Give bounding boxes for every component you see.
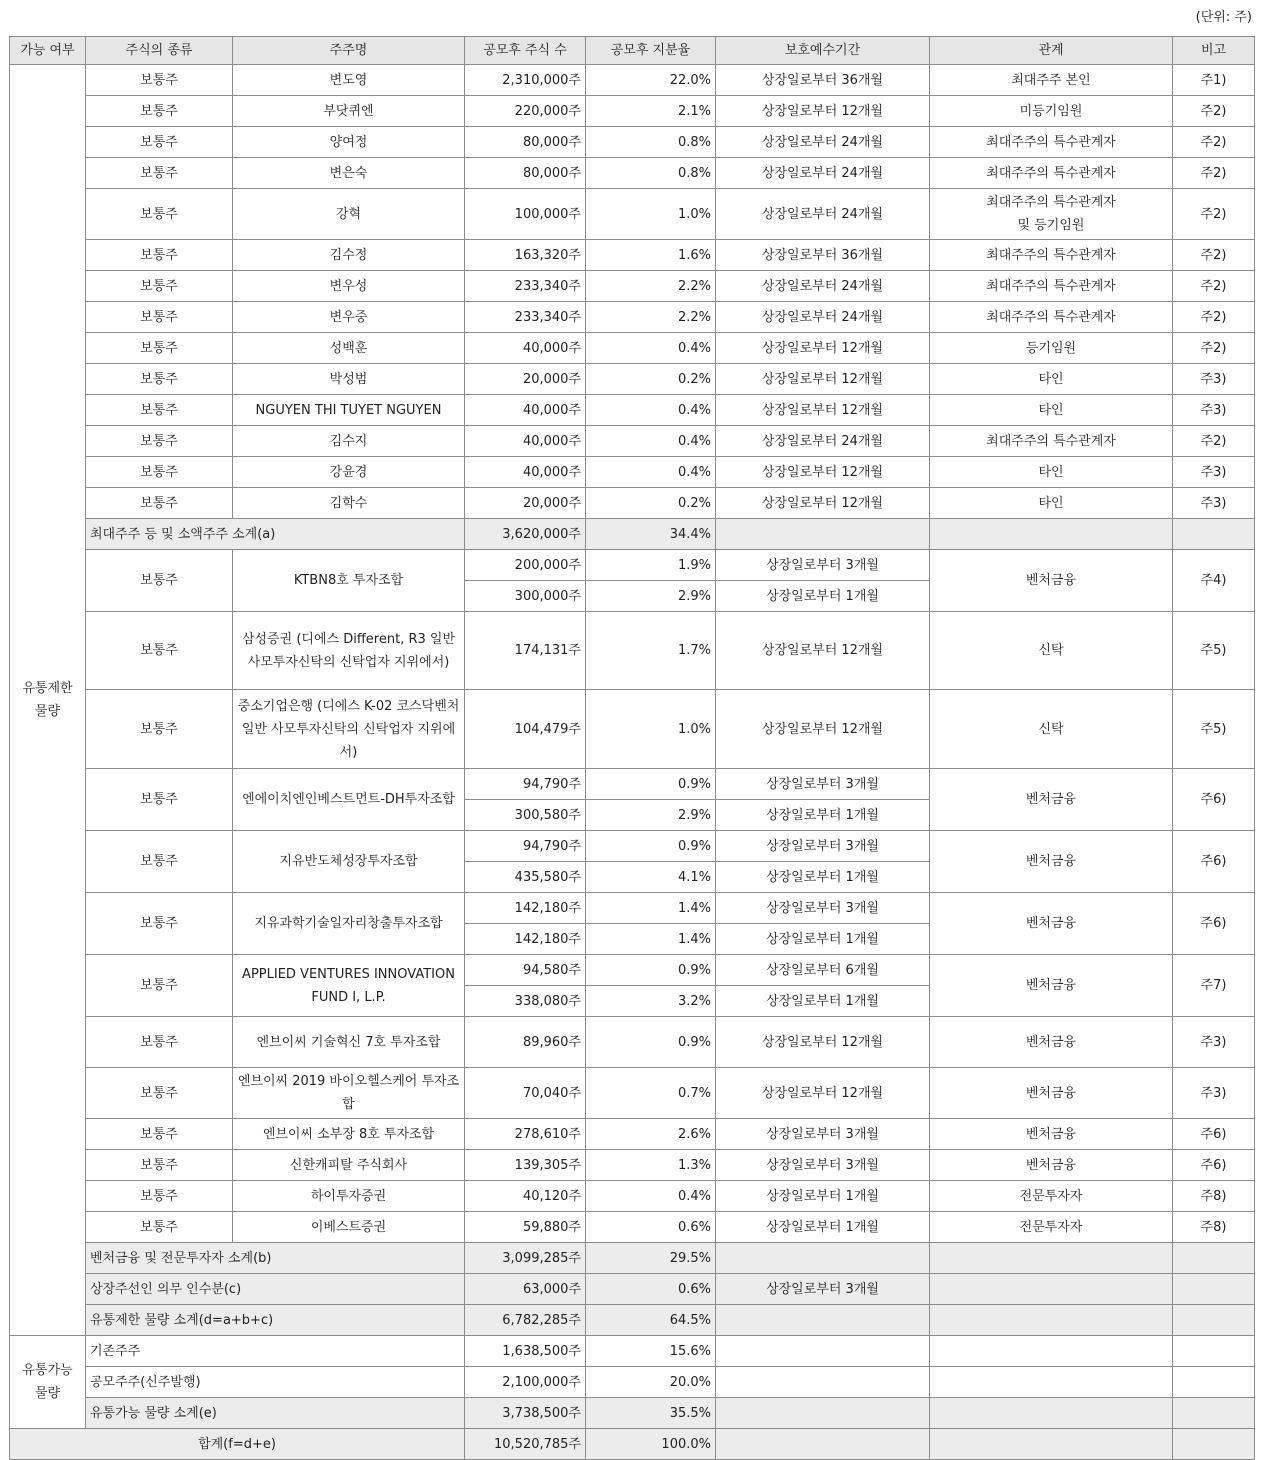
relation-cell: 타인: [930, 395, 1173, 426]
empty-cell: [930, 1243, 1173, 1274]
relation-cell: 최대주주의 특수관계자: [930, 127, 1173, 158]
stock-type-cell: 보통주: [86, 1119, 233, 1150]
lockup-period-cell: 상장일로부터 12개월: [716, 488, 930, 519]
stock-type-cell: 보통주: [86, 1212, 233, 1243]
ratio-cell: 1.0%: [586, 690, 716, 769]
ratio-cell: 0.4%: [586, 395, 716, 426]
ratio-cell: 2.9%: [586, 581, 716, 612]
lockup-period-cell: 상장일로부터 12개월: [716, 1017, 930, 1068]
ratio-cell: 0.8%: [586, 158, 716, 189]
holder-name-cell: NGUYEN THI TUYET NGUYEN: [233, 395, 465, 426]
shares-cell: 20,000주: [465, 488, 586, 519]
shareholder-row: [10, 1068, 1255, 1119]
note-cell: 주6): [1173, 769, 1255, 831]
note-cell: 주2): [1173, 240, 1255, 271]
subtotal-ratio: 29.5%: [586, 1243, 716, 1274]
shareholder-row: [10, 189, 1255, 240]
shareholder-row: [10, 271, 1255, 302]
shares-cell: 89,960주: [465, 1017, 586, 1068]
lockup-period-cell: 상장일로부터 1개월: [716, 986, 930, 1017]
subtotal-label: 벤처금융 및 전문투자자 소계(b): [86, 1243, 465, 1274]
shares-cell: 435,580주: [465, 862, 586, 893]
shares-cell: 300,580주: [465, 800, 586, 831]
ratio-cell: 4.1%: [586, 862, 716, 893]
shareholder-row: [10, 690, 1255, 769]
ratio-cell: 2.2%: [586, 302, 716, 333]
shares-cell: 94,580주: [465, 955, 586, 986]
note-cell: 주6): [1173, 1119, 1255, 1150]
shares-cell: 139,305주: [465, 1150, 586, 1181]
empty-cell: [716, 1336, 930, 1367]
stock-type-cell: 보통주: [86, 1150, 233, 1181]
note-cell: 주6): [1173, 831, 1255, 893]
ratio-cell: 1.7%: [586, 612, 716, 690]
empty-cell: [930, 1398, 1173, 1429]
stock-type-cell: 보통주: [86, 395, 233, 426]
holder-name-cell: 신한캐피탈 주식회사: [233, 1150, 465, 1181]
shares-cell: 104,479주: [465, 690, 586, 769]
stock-type-cell: 보통주: [86, 690, 233, 769]
total-ratio: 100.0%: [586, 1429, 716, 1460]
ratio-cell: 0.4%: [586, 1181, 716, 1212]
header-cell: 가능 여부: [10, 37, 86, 65]
empty-cell: [1173, 1367, 1255, 1398]
note-cell: 주8): [1173, 1212, 1255, 1243]
lockup-period-cell: 상장일로부터 36개월: [716, 65, 930, 96]
note-cell: 주4): [1173, 550, 1255, 612]
ratio-cell: 1.0%: [586, 189, 716, 240]
ratio-cell: 35.5%: [586, 1398, 716, 1429]
shares-cell: 40,120주: [465, 1181, 586, 1212]
lockup-period-cell: 상장일로부터 1개월: [716, 862, 930, 893]
holder-name-cell: 엔브이씨 기술혁신 7호 투자조합: [233, 1017, 465, 1068]
lockup-period-cell: 상장일로부터 3개월: [716, 831, 930, 862]
relation-cell: 최대주주 본인: [930, 65, 1173, 96]
lockup-period-cell: 상장일로부터 24개월: [716, 302, 930, 333]
holder-name-cell: 강윤경: [233, 457, 465, 488]
ratio-cell: 2.2%: [586, 271, 716, 302]
shares-cell: 80,000주: [465, 158, 586, 189]
empty-cell: [1173, 1336, 1255, 1367]
empty-cell: [716, 1305, 930, 1336]
relation-cell: 벤처금융: [930, 955, 1173, 1017]
holder-name-cell: 부닷퀴엔: [233, 96, 465, 127]
note-cell: 주2): [1173, 158, 1255, 189]
relation-cell: 타인: [930, 457, 1173, 488]
row-label: 공모주주(신주발행): [86, 1367, 465, 1398]
ratio-cell: 1.4%: [586, 893, 716, 924]
ratio-cell: 1.9%: [586, 550, 716, 581]
shareholder-row: [10, 333, 1255, 364]
stock-type-cell: 보통주: [86, 1068, 233, 1119]
lockup-period-cell: 상장일로부터 24개월: [716, 158, 930, 189]
note-cell: 주8): [1173, 1181, 1255, 1212]
empty-cell: [1173, 1274, 1255, 1305]
note-cell: 주6): [1173, 1150, 1255, 1181]
shares-cell: 40,000주: [465, 395, 586, 426]
shares-cell: 142,180주: [465, 893, 586, 924]
stock-type-cell: 보통주: [86, 488, 233, 519]
lockup-period-cell: 상장일로부터 1개월: [716, 924, 930, 955]
relation-cell: 전문투자자: [930, 1181, 1173, 1212]
shares-cell: 278,610주: [465, 1119, 586, 1150]
holder-name-cell: 박성범: [233, 364, 465, 395]
lockup-period-cell: 상장일로부터 24개월: [716, 127, 930, 158]
relation-cell: 최대주주의 특수관계자 및 등기임원: [930, 189, 1173, 240]
tradable-row: [10, 1336, 1255, 1367]
subtotal-row-b: [10, 1243, 1255, 1274]
total-label: 합계(f=d+e): [10, 1429, 465, 1460]
relation-cell: 미등기임원: [930, 96, 1173, 127]
shares-cell: 233,340주: [465, 271, 586, 302]
shares-cell: 1,638,500주: [465, 1336, 586, 1367]
shareholder-row: [10, 1212, 1255, 1243]
relation-cell: 타인: [930, 364, 1173, 395]
holder-name-cell: 김수정: [233, 240, 465, 271]
holder-name-cell: 중소기업은행 (디에스 K-02 코스닥벤처 일반 사모투자신탁의 신탁업자 지위에서): [233, 690, 465, 769]
lockup-period-cell: 상장일로부터 3개월: [716, 1119, 930, 1150]
stock-type-cell: 보통주: [86, 333, 233, 364]
shares-cell: 2,100,000주: [465, 1367, 586, 1398]
shares-cell: 40,000주: [465, 426, 586, 457]
lockup-period-cell: 상장일로부터 12개월: [716, 457, 930, 488]
subtotal-ratio: 0.6%: [586, 1274, 716, 1305]
note-cell: 주2): [1173, 426, 1255, 457]
lockup-period-cell: 상장일로부터 1개월: [716, 581, 930, 612]
holder-name-cell: 엔브이씨 2019 바이오헬스케어 투자조합: [233, 1068, 465, 1119]
holder-name-cell: 하이투자증권: [233, 1181, 465, 1212]
holder-name-cell: 지유과학기술일자리창출투자조합: [233, 893, 465, 955]
lockup-period-cell: 상장일로부터 3개월: [716, 1274, 930, 1305]
relation-cell: 신탁: [930, 612, 1173, 690]
header-row: [10, 37, 1255, 65]
holder-name-cell: 이베스트증권: [233, 1212, 465, 1243]
shareholder-row: [10, 488, 1255, 519]
note-cell: 주5): [1173, 690, 1255, 769]
holder-name-cell: 김수지: [233, 426, 465, 457]
subtotal-label: 유통제한 물량 소계(d=a+b+c): [86, 1305, 465, 1336]
ratio-cell: 0.9%: [586, 1017, 716, 1068]
shareholder-row: [10, 426, 1255, 457]
shareholder-row: [10, 302, 1255, 333]
shares-cell: 94,790주: [465, 769, 586, 800]
lockup-period-cell: 상장일로부터 24개월: [716, 426, 930, 457]
shares-cell: 80,000주: [465, 127, 586, 158]
header-cell: 관계: [930, 37, 1173, 65]
shares-cell: 200,000주: [465, 550, 586, 581]
shares-cell: 59,880주: [465, 1212, 586, 1243]
holder-name-cell: 엔에이치엔인베스트먼트-DH투자조합: [233, 769, 465, 831]
empty-cell: [930, 1274, 1173, 1305]
lockup-period-cell: 상장일로부터 12개월: [716, 612, 930, 690]
unit-label: (단위: 주): [1195, 10, 1252, 25]
relation-cell: 최대주주의 특수관계자: [930, 158, 1173, 189]
ratio-cell: 3.2%: [586, 986, 716, 1017]
ratio-cell: 0.8%: [586, 127, 716, 158]
row-label: 기존주주: [86, 1336, 465, 1367]
holder-name-cell: 강혁: [233, 189, 465, 240]
shareholder-row: [10, 831, 1255, 862]
shares-cell: 40,000주: [465, 333, 586, 364]
stock-type-cell: 보통주: [86, 457, 233, 488]
stock-type-cell: 보통주: [86, 96, 233, 127]
lockup-period-cell: 상장일로부터 3개월: [716, 769, 930, 800]
relation-cell: 벤처금융: [930, 1150, 1173, 1181]
lockup-period-cell: 상장일로부터 24개월: [716, 271, 930, 302]
ratio-cell: 1.3%: [586, 1150, 716, 1181]
empty-cell: [930, 1336, 1173, 1367]
shareholder-row: [10, 457, 1255, 488]
lockup-period-cell: 상장일로부터 3개월: [716, 550, 930, 581]
stock-type-cell: 보통주: [86, 426, 233, 457]
note-cell: 주2): [1173, 96, 1255, 127]
ratio-cell: 2.1%: [586, 96, 716, 127]
subtotal-row-e: [10, 1398, 1255, 1429]
ratio-cell: 22.0%: [586, 65, 716, 96]
shares-cell: 338,080주: [465, 986, 586, 1017]
empty-cell: [1173, 1398, 1255, 1429]
note-cell: 주2): [1173, 189, 1255, 240]
ratio-cell: 0.9%: [586, 831, 716, 862]
header-cell: 공모후 주식 수: [465, 37, 586, 65]
subtotal-label: 최대주주 등 및 소액주주 소계(a): [86, 519, 465, 550]
ratio-cell: 1.4%: [586, 924, 716, 955]
stock-type-cell: 보통주: [86, 612, 233, 690]
holder-name-cell: KTBN8호 투자조합: [233, 550, 465, 612]
relation-cell: 전문투자자: [930, 1212, 1173, 1243]
holder-name-cell: 변우중: [233, 302, 465, 333]
stock-type-cell: 보통주: [86, 302, 233, 333]
ratio-cell: 20.0%: [586, 1367, 716, 1398]
ratio-cell: 2.6%: [586, 1119, 716, 1150]
shareholder-row: [10, 96, 1255, 127]
empty-cell: [716, 1243, 930, 1274]
subtotal-row-c: [10, 1274, 1255, 1305]
lockup-period-cell: 상장일로부터 12개월: [716, 395, 930, 426]
note-cell: 주3): [1173, 395, 1255, 426]
relation-cell: 최대주주의 특수관계자: [930, 240, 1173, 271]
holder-name-cell: 엔브이씨 소부장 8호 투자조합: [233, 1119, 465, 1150]
lockup-period-cell: 상장일로부터 12개월: [716, 1068, 930, 1119]
lockup-period-cell: 상장일로부터 12개월: [716, 364, 930, 395]
header-cell: 주식의 종류: [86, 37, 233, 65]
empty-cell: [930, 519, 1173, 550]
relation-cell: 벤처금융: [930, 1119, 1173, 1150]
subtotal-row-a: [10, 519, 1255, 550]
header-cell: 보호예수기간: [716, 37, 930, 65]
stock-type-cell: 보통주: [86, 550, 233, 612]
shareholder-row: [10, 1119, 1255, 1150]
empty-cell: [1173, 1243, 1255, 1274]
header-cell: 주주명: [233, 37, 465, 65]
shares-cell: 174,131주: [465, 612, 586, 690]
shareholder-row: [10, 893, 1255, 924]
lockup-period-cell: 상장일로부터 12개월: [716, 96, 930, 127]
holder-name-cell: APPLIED VENTURES INNOVATION FUND I, L.P.: [233, 955, 465, 1017]
relation-cell: 신탁: [930, 690, 1173, 769]
lockup-period-cell: 상장일로부터 12개월: [716, 333, 930, 364]
group-label-restricted: 유통제한 물량: [10, 65, 86, 1336]
stock-type-cell: 보통주: [86, 240, 233, 271]
stock-type-cell: 보통주: [86, 158, 233, 189]
note-cell: 주3): [1173, 488, 1255, 519]
empty-cell: [930, 1305, 1173, 1336]
subtotal-shares: 3,099,285주: [465, 1243, 586, 1274]
shareholder-row: [10, 1181, 1255, 1212]
ratio-cell: 1.6%: [586, 240, 716, 271]
note-cell: 주3): [1173, 364, 1255, 395]
relation-cell: 벤처금융: [930, 893, 1173, 955]
note-cell: 주5): [1173, 612, 1255, 690]
shareholder-row: [10, 612, 1255, 690]
shares-cell: 40,000주: [465, 457, 586, 488]
shareholder-row: [10, 65, 1255, 96]
shareholder-row: [10, 395, 1255, 426]
relation-cell: 벤처금융: [930, 1068, 1173, 1119]
note-cell: 주2): [1173, 127, 1255, 158]
shareholder-row: [10, 769, 1255, 800]
shares-cell: 2,310,000주: [465, 65, 586, 96]
subtotal-label: 상장주선인 의무 인수분(c): [86, 1274, 465, 1305]
shares-cell: 220,000주: [465, 96, 586, 127]
holder-name-cell: 변은숙: [233, 158, 465, 189]
stock-type-cell: 보통주: [86, 893, 233, 955]
holder-name-cell: 변우성: [233, 271, 465, 302]
shareholder-row: [10, 1150, 1255, 1181]
note-cell: 주6): [1173, 893, 1255, 955]
row-label: 유통가능 물량 소계(e): [86, 1398, 465, 1429]
note-cell: 주2): [1173, 333, 1255, 364]
shares-cell: 233,340주: [465, 302, 586, 333]
lockup-period-cell: 상장일로부터 36개월: [716, 240, 930, 271]
stock-type-cell: 보통주: [86, 65, 233, 96]
note-cell: 주2): [1173, 271, 1255, 302]
shareholder-row: [10, 127, 1255, 158]
shares-cell: 70,040주: [465, 1068, 586, 1119]
empty-cell: [1173, 519, 1255, 550]
shares-cell: 300,000주: [465, 581, 586, 612]
empty-cell: [716, 1367, 930, 1398]
shareholder-lockup-table: [9, 36, 1255, 1460]
relation-cell: 최대주주의 특수관계자: [930, 271, 1173, 302]
ratio-cell: 0.9%: [586, 769, 716, 800]
shares-cell: 100,000주: [465, 189, 586, 240]
relation-cell: 최대주주의 특수관계자: [930, 426, 1173, 457]
shareholder-row: [10, 158, 1255, 189]
shares-cell: 142,180주: [465, 924, 586, 955]
lockup-period-cell: 상장일로부터 3개월: [716, 1150, 930, 1181]
shares-cell: 3,738,500주: [465, 1398, 586, 1429]
shareholder-row: [10, 955, 1255, 986]
shareholder-row: [10, 240, 1255, 271]
shares-cell: 94,790주: [465, 831, 586, 862]
ratio-cell: 0.6%: [586, 1212, 716, 1243]
stock-type-cell: 보통주: [86, 1181, 233, 1212]
empty-cell: [716, 1398, 930, 1429]
lockup-period-cell: 상장일로부터 3개월: [716, 893, 930, 924]
total-shares: 10,520,785주: [465, 1429, 586, 1460]
note-cell: 주2): [1173, 302, 1255, 333]
stock-type-cell: 보통주: [86, 1017, 233, 1068]
subtotal-shares: 6,782,285주: [465, 1305, 586, 1336]
lockup-period-cell: 상장일로부터 12개월: [716, 690, 930, 769]
tradable-row: [10, 1367, 1255, 1398]
stock-type-cell: 보통주: [86, 955, 233, 1017]
note-cell: 주3): [1173, 1017, 1255, 1068]
relation-cell: 벤처금융: [930, 831, 1173, 893]
subtotal-row-d: [10, 1305, 1255, 1336]
ratio-cell: 0.4%: [586, 426, 716, 457]
subtotal-shares: 63,000주: [465, 1274, 586, 1305]
shareholder-row: [10, 1017, 1255, 1068]
ratio-cell: 0.4%: [586, 457, 716, 488]
stock-type-cell: 보통주: [86, 769, 233, 831]
holder-name-cell: 삼성증권 (디에스 Different, R3 일반 사모투자신탁의 신탁업자 지위에서): [233, 612, 465, 690]
header-cell: 비고: [1173, 37, 1255, 65]
empty-cell: [716, 519, 930, 550]
holder-name-cell: 성백훈: [233, 333, 465, 364]
empty-cell: [930, 1367, 1173, 1398]
ratio-cell: 0.4%: [586, 333, 716, 364]
stock-type-cell: 보통주: [86, 271, 233, 302]
relation-cell: 타인: [930, 488, 1173, 519]
lockup-period-cell: 상장일로부터 24개월: [716, 189, 930, 240]
ratio-cell: 0.9%: [586, 955, 716, 986]
shares-cell: 20,000주: [465, 364, 586, 395]
subtotal-ratio: 34.4%: [586, 519, 716, 550]
shareholder-row: [10, 364, 1255, 395]
note-cell: 주1): [1173, 65, 1255, 96]
ratio-cell: 2.9%: [586, 800, 716, 831]
relation-cell: 벤처금융: [930, 1017, 1173, 1068]
relation-cell: 벤처금융: [930, 550, 1173, 612]
shares-cell: 163,320주: [465, 240, 586, 271]
subtotal-ratio: 64.5%: [586, 1305, 716, 1336]
lockup-period-cell: 상장일로부터 1개월: [716, 1181, 930, 1212]
stock-type-cell: 보통주: [86, 831, 233, 893]
stock-type-cell: 보통주: [86, 127, 233, 158]
note-cell: 주7): [1173, 955, 1255, 1017]
note-cell: 주3): [1173, 457, 1255, 488]
ratio-cell: 0.2%: [586, 488, 716, 519]
ratio-cell: 15.6%: [586, 1336, 716, 1367]
header-cell: 공모후 지분율: [586, 37, 716, 65]
lockup-period-cell: 상장일로부터 1개월: [716, 800, 930, 831]
holder-name-cell: 김학수: [233, 488, 465, 519]
empty-cell: [1173, 1305, 1255, 1336]
stock-type-cell: 보통주: [86, 364, 233, 395]
ratio-cell: 0.7%: [586, 1068, 716, 1119]
lockup-period-cell: 상장일로부터 6개월: [716, 955, 930, 986]
stock-type-cell: 보통주: [86, 189, 233, 240]
subtotal-shares: 3,620,000주: [465, 519, 586, 550]
ratio-cell: 0.2%: [586, 364, 716, 395]
shareholder-row: [10, 550, 1255, 581]
holder-name-cell: 지유반도체성장투자조합: [233, 831, 465, 893]
relation-cell: 최대주주의 특수관계자: [930, 302, 1173, 333]
relation-cell: 등기임원: [930, 333, 1173, 364]
relation-cell: 벤처금융: [930, 769, 1173, 831]
note-cell: 주3): [1173, 1068, 1255, 1119]
group-label-tradable: 유통가능 물량: [10, 1336, 86, 1429]
lockup-period-cell: 상장일로부터 1개월: [716, 1212, 930, 1243]
holder-name-cell: 양여정: [233, 127, 465, 158]
holder-name-cell: 변도영: [233, 65, 465, 96]
